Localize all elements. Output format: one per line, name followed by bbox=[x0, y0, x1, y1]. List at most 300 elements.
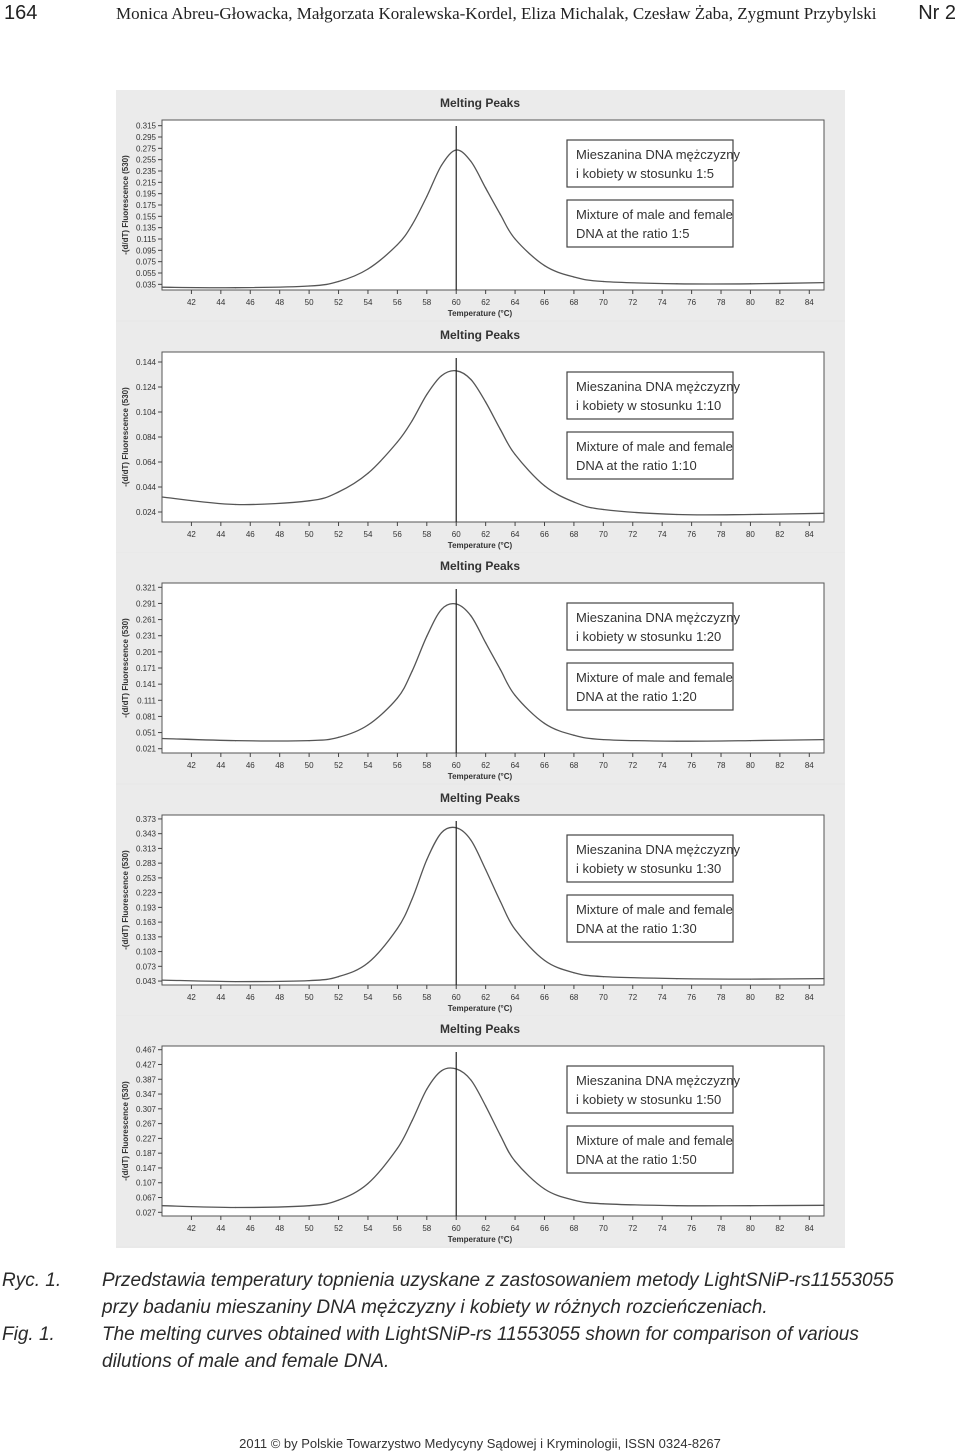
x-tick-label: 62 bbox=[481, 530, 491, 539]
y-tick-label: 0.373 bbox=[135, 814, 156, 824]
page-header bbox=[0, 0, 960, 34]
x-tick-label: 64 bbox=[510, 1224, 520, 1233]
x-tick-label: 56 bbox=[392, 1224, 402, 1233]
curve-point bbox=[676, 978, 677, 979]
y-tick-label: 0.267 bbox=[135, 1119, 156, 1129]
curve-point bbox=[676, 283, 677, 284]
legend-box-en-line-1: Mixture of male and female bbox=[576, 207, 733, 222]
y-tick-label: 0.175 bbox=[135, 201, 156, 210]
curve-point bbox=[367, 962, 368, 963]
y-tick-label: 0.043 bbox=[135, 977, 156, 987]
curve-point bbox=[411, 671, 412, 672]
x-tick-label: 74 bbox=[657, 530, 667, 539]
curve-point bbox=[500, 429, 501, 430]
legend-box-en-line-2: DNA at the ratio 1:5 bbox=[576, 226, 690, 241]
chart-title: Melting Peaks bbox=[439, 559, 521, 573]
curve-point bbox=[823, 1205, 824, 1206]
chart-panel-2 bbox=[116, 322, 845, 552]
curve-point bbox=[750, 283, 751, 284]
x-tick-label: 64 bbox=[510, 993, 520, 1002]
x-tick-label: 46 bbox=[245, 761, 255, 770]
x-tick-label: 72 bbox=[628, 993, 638, 1002]
curve-point bbox=[338, 491, 339, 492]
x-tick-label: 72 bbox=[628, 530, 638, 539]
legend-box-pl-line-2: i kobiety w stosunku 1:20 bbox=[576, 629, 722, 644]
curve-point bbox=[573, 276, 574, 277]
y-tick-label: 0.051 bbox=[135, 728, 156, 738]
x-tick-label: 72 bbox=[628, 298, 638, 307]
curve-point bbox=[544, 960, 545, 961]
curve-point bbox=[309, 1205, 310, 1206]
y-tick-label: 0.111 bbox=[137, 696, 156, 706]
x-tick-label: 66 bbox=[540, 993, 549, 1002]
y-tick-label: 0.343 bbox=[135, 829, 156, 839]
legend-box-en bbox=[567, 663, 733, 710]
x-tick-label: 78 bbox=[716, 1224, 726, 1233]
curve-point bbox=[485, 869, 486, 870]
x-tick-label: 50 bbox=[304, 298, 314, 307]
curve-point bbox=[750, 1205, 751, 1206]
curve-point bbox=[441, 375, 442, 376]
x-tick-label: 68 bbox=[569, 761, 579, 770]
x-tick-label: 60 bbox=[451, 761, 461, 770]
x-tick-label: 58 bbox=[422, 761, 432, 770]
authors: Monica Abreu-Głowacka, Małgorzata Koralewska-Kordel, Eliza Michalak, Czesław Żaba, Zygmunt Przybylski bbox=[116, 4, 877, 23]
x-tick-label: 76 bbox=[687, 761, 697, 770]
legend-box-pl-line-2: i kobiety w stosunku 1:5 bbox=[576, 166, 715, 181]
x-tick-label: 70 bbox=[598, 1224, 608, 1233]
x-tick-label: 46 bbox=[245, 1224, 255, 1233]
legend-box-en-line-2: DNA at the ratio 1:10 bbox=[576, 458, 697, 473]
curve-point bbox=[823, 282, 824, 283]
curve-point bbox=[367, 724, 368, 725]
curve-point bbox=[338, 737, 339, 738]
legend-box-en-line-2: DNA at the ratio 1:20 bbox=[576, 689, 697, 704]
curve-point bbox=[603, 976, 604, 977]
y-tick-label: 0.295 bbox=[135, 133, 156, 142]
x-axis-label: Temperature (°C) bbox=[447, 1235, 513, 1244]
curve-point bbox=[485, 1105, 486, 1106]
x-tick-label: 66 bbox=[540, 298, 549, 307]
x-tick-label: 80 bbox=[745, 993, 755, 1002]
curve-point bbox=[411, 420, 412, 421]
curve-point bbox=[750, 740, 751, 741]
x-tick-label: 82 bbox=[775, 530, 785, 539]
x-tick-label: 42 bbox=[186, 761, 196, 770]
y-tick-label: 0.313 bbox=[135, 844, 156, 854]
melting-peaks-figure bbox=[116, 90, 845, 1248]
x-tick-label: 60 bbox=[451, 530, 461, 539]
y-tick-label: 0.163 bbox=[135, 918, 156, 928]
y-tick-label: 0.223 bbox=[135, 888, 156, 898]
x-axis-label: Temperature (°C) bbox=[447, 541, 513, 550]
x-tick-label: 76 bbox=[687, 1224, 697, 1233]
x-tick-label: 80 bbox=[745, 530, 755, 539]
curve-point bbox=[426, 1089, 427, 1090]
x-tick-label: 64 bbox=[510, 761, 520, 770]
curve-point bbox=[485, 187, 486, 188]
legend-box-en bbox=[567, 895, 733, 942]
x-tick-label: 52 bbox=[334, 1224, 343, 1233]
legend-box-pl bbox=[567, 372, 740, 419]
curve-point bbox=[514, 695, 515, 696]
x-tick-label: 48 bbox=[275, 993, 285, 1002]
curve-point bbox=[514, 1161, 515, 1162]
legend-box-en bbox=[567, 200, 733, 247]
x-tick-label: 44 bbox=[216, 530, 226, 539]
legend-box-pl-line-1: Mieszanina DNA mężczyzny bbox=[576, 147, 740, 162]
curve-point bbox=[397, 928, 398, 929]
x-tick-label: 64 bbox=[510, 298, 520, 307]
curve-point bbox=[603, 509, 604, 510]
x-tick-label: 54 bbox=[363, 530, 373, 539]
curve-point bbox=[235, 740, 236, 741]
copyright-footer: 2011 © by Polskie Towarzystwo Medycyny Sądowej i Kryminologii, ISSN 0324-8267 bbox=[239, 1436, 721, 1451]
y-tick-label: 0.307 bbox=[135, 1104, 156, 1114]
curve-point bbox=[500, 669, 501, 670]
x-tick-label: 56 bbox=[392, 993, 402, 1002]
x-tick-label: 44 bbox=[216, 1224, 226, 1233]
curve-point bbox=[338, 281, 339, 282]
x-tick-label: 42 bbox=[186, 993, 196, 1002]
x-tick-label: 66 bbox=[540, 761, 549, 770]
x-tick-label: 42 bbox=[186, 1224, 196, 1233]
y-tick-label: 0.193 bbox=[135, 903, 156, 913]
curve-point bbox=[309, 500, 310, 501]
x-axis-label: Temperature (°C) bbox=[447, 772, 513, 781]
page-number: 164 bbox=[4, 2, 38, 24]
y-tick-label: 0.215 bbox=[135, 178, 156, 188]
x-tick-label: 74 bbox=[657, 1224, 667, 1233]
legend-box-pl-line-2: i kobiety w stosunku 1:30 bbox=[576, 861, 722, 876]
chart-title: Melting Peaks bbox=[439, 96, 521, 110]
x-tick-label: 58 bbox=[422, 530, 432, 539]
curve-point bbox=[426, 196, 427, 197]
x-tick-label: 56 bbox=[392, 761, 402, 770]
x-tick-label: 54 bbox=[363, 298, 373, 307]
curve-point bbox=[426, 859, 427, 860]
x-tick-label: 82 bbox=[775, 993, 785, 1002]
caption-text-pl: Przedstawia temperatury topnienia uzyskane z zastosowaniem metody LightSNiP-rs11553055 bbox=[102, 1270, 894, 1291]
legend-box-pl-line-2: i kobiety w stosunku 1:50 bbox=[576, 1092, 722, 1107]
y-tick-label: 0.115 bbox=[136, 235, 156, 244]
curve-point bbox=[441, 1070, 442, 1071]
y-tick-label: 0.084 bbox=[135, 433, 156, 442]
caption-label-en: Fig. 1. bbox=[2, 1324, 55, 1345]
x-tick-label: 74 bbox=[657, 298, 667, 307]
y-tick-label: 0.275 bbox=[135, 144, 156, 154]
curve-point bbox=[750, 514, 751, 515]
chart-panel-1 bbox=[116, 90, 845, 320]
curve-point bbox=[514, 929, 515, 930]
legend-box-pl-line-1: Mieszanina DNA mężczyzny bbox=[576, 842, 740, 857]
y-tick-label: 0.027 bbox=[135, 1208, 156, 1218]
x-tick-label: 66 bbox=[540, 530, 549, 539]
legend-box-en bbox=[567, 1126, 733, 1173]
caption-text-pl-cont: przy badaniu mieszaniny DNA mężczyzny i kobiety w różnych rozcieńczeniach. bbox=[102, 1297, 768, 1318]
curve-point bbox=[441, 609, 442, 610]
curve-point bbox=[161, 738, 162, 739]
y-tick-label: 0.235 bbox=[135, 167, 156, 176]
x-tick-label: 82 bbox=[775, 298, 785, 307]
x-tick-label: 58 bbox=[422, 993, 432, 1002]
curve-point bbox=[161, 979, 162, 980]
curve-point bbox=[676, 741, 677, 742]
legend-box-en-line-1: Mixture of male and female bbox=[576, 902, 733, 917]
y-tick-label: 0.283 bbox=[135, 859, 156, 869]
legend-box-pl-line-1: Mieszanina DNA mężczyzny bbox=[576, 1073, 740, 1088]
x-tick-label: 54 bbox=[363, 761, 373, 770]
x-tick-label: 84 bbox=[804, 993, 814, 1002]
y-tick-label: 0.231 bbox=[135, 631, 156, 641]
legend-box-en bbox=[567, 432, 733, 479]
curve-point bbox=[161, 496, 162, 497]
y-tick-label: 0.321 bbox=[135, 583, 156, 593]
y-tick-label: 0.141 bbox=[135, 680, 156, 690]
x-tick-label: 76 bbox=[687, 993, 697, 1002]
curve-point bbox=[603, 739, 604, 740]
x-tick-label: 72 bbox=[628, 1224, 638, 1233]
charts-canvas bbox=[116, 90, 845, 1248]
curve-point bbox=[397, 244, 398, 245]
x-tick-label: 42 bbox=[186, 530, 196, 539]
curve-point bbox=[426, 636, 427, 637]
curve-point bbox=[573, 735, 574, 736]
curve-point bbox=[470, 1079, 471, 1080]
y-tick-label: 0.075 bbox=[135, 257, 156, 267]
y-tick-label: 0.103 bbox=[135, 947, 156, 957]
y-tick-label: 0.124 bbox=[135, 383, 156, 392]
x-tick-label: 70 bbox=[598, 993, 608, 1002]
x-tick-label: 84 bbox=[804, 530, 814, 539]
curve-point bbox=[338, 976, 339, 977]
curve-point bbox=[235, 981, 236, 982]
caption-label-pl: Ryc. 1. bbox=[2, 1270, 62, 1291]
x-tick-label: 78 bbox=[716, 993, 726, 1002]
y-tick-label: 0.035 bbox=[135, 280, 156, 290]
y-tick-label: 0.187 bbox=[135, 1149, 156, 1159]
x-tick-label: 50 bbox=[304, 1224, 314, 1233]
x-tick-label: 50 bbox=[304, 993, 314, 1002]
x-tick-label: 82 bbox=[775, 1224, 785, 1233]
curve-point bbox=[676, 514, 677, 515]
y-tick-label: 0.195 bbox=[135, 189, 156, 199]
x-tick-label: 80 bbox=[745, 298, 755, 307]
y-tick-label: 0.201 bbox=[135, 647, 156, 657]
x-tick-label: 66 bbox=[540, 1224, 549, 1233]
curve-point bbox=[397, 1148, 398, 1149]
curve-point bbox=[367, 268, 368, 269]
x-tick-label: 62 bbox=[481, 993, 491, 1002]
curve-point bbox=[573, 1200, 574, 1201]
y-axis-label: -(d/dT) Fluorescence (530) bbox=[121, 618, 130, 718]
curve-point bbox=[500, 214, 501, 215]
legend-box-en-line-1: Mixture of male and female bbox=[576, 1133, 733, 1148]
curve-point bbox=[309, 740, 310, 741]
x-tick-label: 70 bbox=[598, 761, 608, 770]
x-tick-label: 56 bbox=[392, 298, 402, 307]
x-tick-label: 52 bbox=[334, 761, 343, 770]
curve-point bbox=[544, 265, 545, 266]
x-tick-label: 76 bbox=[687, 530, 697, 539]
x-tick-label: 56 bbox=[392, 530, 402, 539]
curve-point bbox=[750, 979, 751, 980]
caption-text-en: The melting curves obtained with LightSNiP-rs 11553055 shown for comparison of various bbox=[102, 1324, 859, 1345]
x-tick-label: 50 bbox=[304, 761, 314, 770]
x-tick-label: 52 bbox=[334, 993, 343, 1002]
y-tick-label: 0.427 bbox=[135, 1060, 156, 1070]
curve-point bbox=[426, 394, 427, 395]
x-tick-label: 62 bbox=[481, 298, 491, 307]
y-axis-label: -(d/dT) Fluorescence (530) bbox=[121, 1081, 130, 1181]
y-tick-label: 0.104 bbox=[135, 408, 156, 417]
legend-box-pl-line-1: Mieszanina DNA mężczyzny bbox=[576, 379, 740, 394]
y-tick-label: 0.044 bbox=[135, 483, 156, 492]
x-tick-label: 76 bbox=[687, 298, 697, 307]
x-tick-label: 84 bbox=[804, 298, 814, 307]
curve-point bbox=[573, 501, 574, 502]
x-tick-label: 68 bbox=[569, 530, 579, 539]
y-tick-label: 0.255 bbox=[135, 155, 156, 165]
curve-point bbox=[500, 901, 501, 902]
curve-point bbox=[573, 972, 574, 973]
legend-box-pl bbox=[567, 1066, 740, 1113]
curve-point bbox=[397, 698, 398, 699]
legend-box-en-line-1: Mixture of male and female bbox=[576, 439, 733, 454]
y-tick-label: 0.064 bbox=[135, 458, 156, 467]
x-tick-label: 48 bbox=[275, 1224, 285, 1233]
x-tick-label: 70 bbox=[598, 298, 608, 307]
legend-box-en-line-1: Mixture of male and female bbox=[576, 670, 733, 685]
y-tick-label: 0.467 bbox=[135, 1045, 156, 1055]
curve-point bbox=[441, 165, 442, 166]
x-tick-label: 60 bbox=[451, 298, 461, 307]
chart-panel-5 bbox=[116, 1016, 845, 1246]
y-tick-label: 0.227 bbox=[135, 1134, 156, 1144]
x-tick-label: 44 bbox=[216, 993, 226, 1002]
curve-point bbox=[500, 1135, 501, 1136]
curve-point bbox=[470, 615, 471, 616]
x-tick-label: 80 bbox=[745, 1224, 755, 1233]
x-tick-label: 44 bbox=[216, 761, 226, 770]
x-tick-label: 52 bbox=[334, 298, 343, 307]
x-tick-label: 58 bbox=[422, 298, 432, 307]
curve-point bbox=[441, 832, 442, 833]
curve-point bbox=[823, 739, 824, 740]
y-tick-label: 0.144 bbox=[135, 358, 156, 367]
y-tick-label: 0.067 bbox=[135, 1193, 156, 1203]
x-tick-label: 64 bbox=[510, 530, 520, 539]
x-tick-label: 68 bbox=[569, 298, 579, 307]
curve-point bbox=[367, 473, 368, 474]
x-axis-label: Temperature (°C) bbox=[447, 309, 513, 318]
figure-caption bbox=[0, 1270, 960, 1378]
x-tick-label: 72 bbox=[628, 761, 638, 770]
x-tick-label: 60 bbox=[451, 993, 461, 1002]
x-tick-label: 42 bbox=[186, 298, 196, 307]
x-tick-label: 68 bbox=[569, 1224, 579, 1233]
y-axis-label: -(d/dT) Fluorescence (530) bbox=[121, 850, 130, 950]
y-tick-label: 0.261 bbox=[135, 615, 156, 625]
x-tick-label: 46 bbox=[245, 298, 255, 307]
curve-point bbox=[309, 285, 310, 286]
y-tick-label: 0.024 bbox=[135, 508, 156, 517]
legend-box-en-line-2: DNA at the ratio 1:30 bbox=[576, 921, 697, 936]
x-tick-label: 84 bbox=[804, 1224, 814, 1233]
x-tick-label: 46 bbox=[245, 530, 255, 539]
y-tick-label: 0.135 bbox=[135, 223, 156, 233]
y-tick-label: 0.171 bbox=[135, 664, 156, 673]
curve-point bbox=[470, 379, 471, 380]
curve-point bbox=[470, 161, 471, 162]
x-tick-label: 74 bbox=[657, 993, 667, 1002]
curve-point bbox=[161, 287, 162, 288]
y-tick-label: 0.347 bbox=[135, 1090, 156, 1100]
chart-panel-3 bbox=[116, 553, 845, 783]
x-tick-label: 60 bbox=[451, 1224, 461, 1233]
y-tick-label: 0.253 bbox=[135, 873, 156, 883]
x-tick-label: 48 bbox=[275, 761, 285, 770]
y-tick-label: 0.081 bbox=[135, 712, 156, 722]
y-tick-label: 0.315 bbox=[135, 121, 156, 131]
y-tick-label: 0.021 bbox=[135, 744, 156, 754]
x-tick-label: 62 bbox=[481, 761, 491, 770]
x-tick-label: 80 bbox=[745, 761, 755, 770]
y-axis-label: -(d/dT) Fluorescence (530) bbox=[121, 387, 130, 487]
curve-point bbox=[544, 723, 545, 724]
y-tick-label: 0.107 bbox=[135, 1178, 156, 1188]
y-tick-label: 0.155 bbox=[135, 212, 156, 222]
x-tick-label: 58 bbox=[422, 1224, 432, 1233]
legend-box-pl bbox=[567, 603, 740, 650]
x-tick-label: 74 bbox=[657, 761, 667, 770]
curve-point bbox=[470, 839, 471, 840]
curve-point bbox=[544, 1188, 545, 1189]
x-tick-label: 62 bbox=[481, 1224, 491, 1233]
curve-point bbox=[411, 1120, 412, 1121]
y-tick-label: 0.095 bbox=[135, 246, 156, 256]
curve-point bbox=[309, 980, 310, 981]
curve-point bbox=[603, 1203, 604, 1204]
curve-point bbox=[823, 513, 824, 514]
x-tick-label: 46 bbox=[245, 993, 255, 1002]
curve-point bbox=[235, 287, 236, 288]
y-tick-label: 0.387 bbox=[135, 1075, 156, 1085]
y-tick-label: 0.055 bbox=[135, 269, 156, 278]
x-tick-label: 78 bbox=[716, 761, 726, 770]
curve-point bbox=[485, 642, 486, 643]
caption-text-en-cont: dilutions of male and female DNA. bbox=[102, 1351, 390, 1372]
x-tick-label: 50 bbox=[304, 530, 314, 539]
curve-point bbox=[676, 1205, 677, 1206]
x-tick-label: 54 bbox=[363, 993, 373, 1002]
curve-point bbox=[367, 1183, 368, 1184]
chart-panel-4 bbox=[116, 785, 845, 1015]
curve-point bbox=[485, 401, 486, 402]
y-tick-label: 0.147 bbox=[135, 1163, 156, 1173]
curve-point bbox=[603, 281, 604, 282]
curve-point bbox=[544, 485, 545, 486]
y-tick-label: 0.073 bbox=[135, 962, 156, 972]
curve-point bbox=[514, 454, 515, 455]
curve-point bbox=[161, 1205, 162, 1206]
chart-title: Melting Peaks bbox=[439, 1022, 521, 1036]
x-tick-label: 78 bbox=[716, 530, 726, 539]
y-tick-label: 0.133 bbox=[135, 932, 156, 942]
curve-point bbox=[235, 1207, 236, 1208]
curve-point bbox=[235, 504, 236, 505]
y-axis-label: -(d/dT) Fluorescence (530) bbox=[121, 155, 130, 255]
